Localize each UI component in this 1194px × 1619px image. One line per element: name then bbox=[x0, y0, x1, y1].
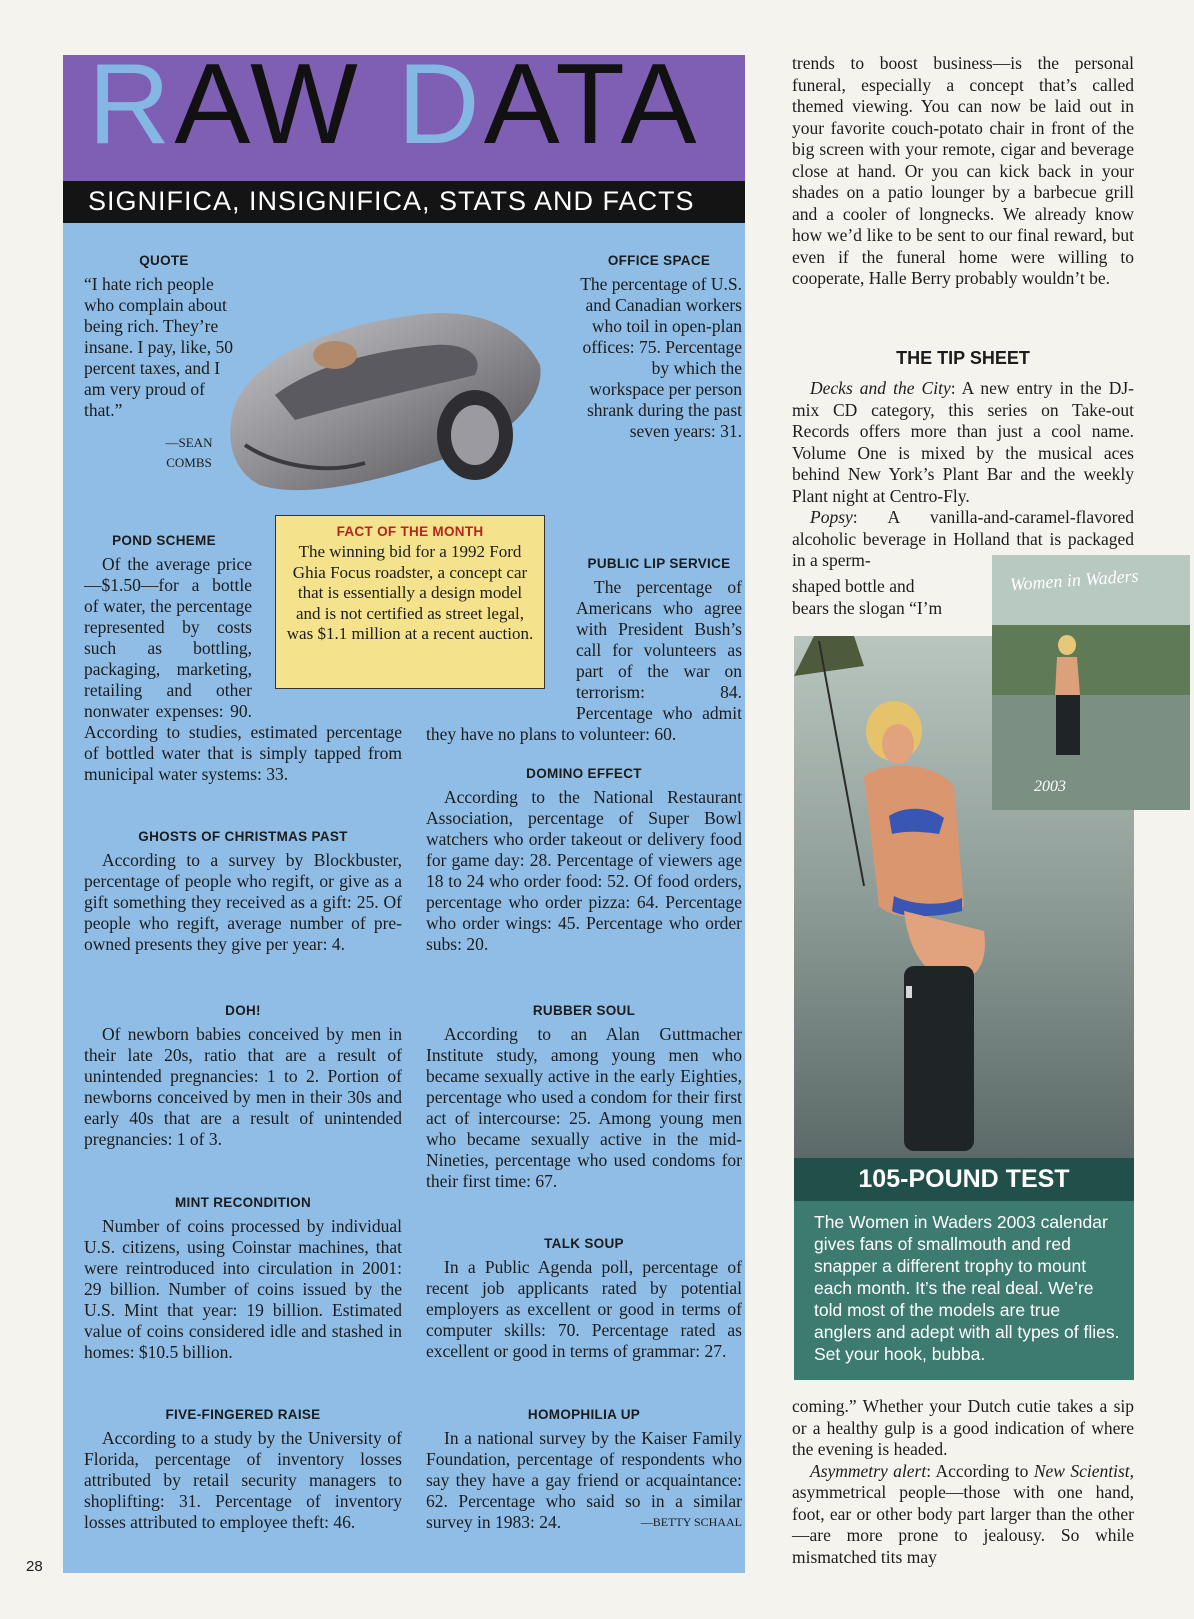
doh-text: Of newborn babies conceived by men in their late 20s, ratio that are a result of unintended pregnancies: 1 to 2. Portion of newborns conceived by men in their 30s and early 40s that are a result of unintended pregnancies: 1 of 3. bbox=[84, 1024, 402, 1149]
pond-scheme-section bbox=[84, 530, 402, 785]
decks-title: Decks and the City bbox=[810, 378, 951, 398]
domino-text: According to the National Restaurant Association, percentage of Super Bowl watchers who order takeout or delivery food for game day: 28. Percentage of viewers age 18 to 24 who order food: 52. Of food orders, percentage who order pizza: 64. Percentage who order wings: 45. Percentage who order subs: 20. bbox=[426, 787, 742, 954]
right-column-continuation bbox=[792, 1396, 1134, 1568]
asymmetry-publication: New Scientist bbox=[1033, 1460, 1130, 1481]
asymmetry-title: Asymmetry alert bbox=[810, 1460, 927, 1481]
decks-item bbox=[792, 378, 1134, 507]
photo-caption-text: The Women in Waders 2003 calendar gives fans of smallmouth and red snapper a different trophy to mount each month. It’s the real deal. We’re told most of the models are true anglers and adept with all types of flies. Set your hook, bubba. bbox=[794, 1201, 1134, 1380]
rubber-text: According to an Alan Guttmacher Institute study, among young men who became sexually active in the early Eighties, percentage who used a condom for their first act of intercourse: 25. Among young men who became sexually active in the mid-Nineties, percentage who used condoms for their first time: 67. bbox=[426, 1024, 742, 1191]
tip-sheet-section bbox=[792, 378, 1134, 572]
quote-heading: QUOTE bbox=[139, 253, 189, 268]
tip-sheet-heading: THE TIP SHEET bbox=[896, 348, 1030, 368]
quote-attribution-first: —SEAN bbox=[165, 435, 213, 450]
funeral-text: trends to boost business—is the personal funeral, especially a concept that’s called themed viewing. You can now be laid out in your favorite couch-potato chair in front of the big screen with your remote, cigar and beverage close at hand. Or you can kick back in your shades on a patio lounger by a barbecue grill and a cooler of longnecks. We already know how we’d like to be sent to our final reward, but even if the funeral home were willing to cooperate, Halle Berry probably wouldn’t be. bbox=[792, 53, 1134, 288]
calendar-title: Women in Waders bbox=[1009, 565, 1140, 595]
pond-text: Of the average price—$1.50—for a bottle of water, the percentage represented by costs such as bottling, packaging, marketing, retailing and other nonwater expenses: 90. According to studies, estimated percentage of bottled water that is simply tapped from municipal water systems: 33. bbox=[84, 554, 402, 784]
domino-effect-section bbox=[426, 763, 742, 955]
mint-text: Number of coins processed by individual U.S. citizens, using Coinstar machines, that were reintroduced into circulation in 2001: 29 billion. Number of coins issued by the U.S. Mint that year: 19 billion. Estimated value of coins considered idle and stashed in homes: $10.5 billion. bbox=[84, 1216, 402, 1362]
popsy-continuation: coming.” Whether your Dutch cutie takes a sip or a healthy gulp is a good indication of where the evening is headed. bbox=[792, 1396, 1134, 1459]
page-subtitle: SIGNIFICA, INSIGNIFICA, STATS AND FACTS bbox=[88, 186, 695, 216]
lip-heading: PUBLIC LIP SERVICE bbox=[587, 556, 731, 571]
quote-attribution-last: COMBS bbox=[166, 455, 212, 470]
asymmetry-text: , asymmetrical people—those with one hand, foot, ear or other body part larger than the other—are more prone to jealousy. So while mismatched tits may bbox=[792, 1460, 1134, 1567]
popsy-wrap-text bbox=[792, 576, 982, 619]
homophilia-up-section bbox=[426, 1404, 742, 1533]
fact-heading: FACT OF THE MONTH bbox=[336, 524, 484, 539]
office-space-section bbox=[576, 250, 742, 442]
popsy-text-line-3: bears the slogan “I’m bbox=[792, 597, 943, 618]
five-text: According to a study by the University of Florida, percentage of inventory losses attributed by retail security managers to shoplifting: 31. Percentage of inventory losses attributed to employee theft: 46. bbox=[84, 1428, 402, 1532]
asymmetry-item bbox=[792, 1461, 1134, 1569]
public-lip-service-section bbox=[426, 553, 742, 745]
page-title: RAW DATA bbox=[88, 41, 701, 168]
calendar-year: 2003 bbox=[1034, 778, 1066, 795]
ghosts-heading: GHOSTS OF CHRISTMAS PAST bbox=[138, 829, 348, 844]
ghosts-text: According to a survey by Blockbuster, percentage of people who regift, or give as a gift something they received as a gift: 25. Of people who regift, average number of pre-owned presents they give per year: 4. bbox=[84, 850, 402, 954]
talk-heading: TALK SOUP bbox=[544, 1236, 624, 1251]
doh-section bbox=[84, 1000, 402, 1150]
ghosts-section bbox=[84, 826, 402, 955]
talk-soup-section bbox=[426, 1233, 742, 1362]
popsy-text-line-2: shaped bottle and bbox=[792, 576, 915, 596]
photo-caption-heading: 105-POUND TEST bbox=[794, 1158, 1134, 1201]
domino-heading: DOMINO EFFECT bbox=[526, 766, 642, 781]
decks-text: : A new entry in the DJ-mix CD category, this series on Take-out Records offers more than just a cool name. Volume One is mixed by the musical aces behind New York’s Plant Bar and the weekly Plant night at Centro-Fly. bbox=[792, 378, 1135, 506]
popsy-title: Popsy bbox=[810, 507, 853, 527]
five-fingered-raise-section bbox=[84, 1404, 402, 1533]
homo-heading: HOMOPHILIA UP bbox=[527, 1407, 641, 1422]
rubber-soul-section bbox=[426, 1000, 742, 1192]
right-column-intro bbox=[792, 53, 1134, 290]
doh-heading: DOH! bbox=[225, 1003, 261, 1018]
lip-text: The percentage of Americans who agree with President Bush’s call for volunteers as part of the war on terrorism: 84. Percentage who admit they have no plans to volunteer: 60. bbox=[426, 577, 742, 744]
talk-text: In a Public Agenda poll, percentage of recent job applicants rated by potential employers as excellent or good in terms of computer skills: 70. Percentage rated as excellent or good in terms of grammar: 27. bbox=[426, 1257, 742, 1361]
mint-heading: MINT RECONDITION bbox=[174, 1195, 312, 1210]
popsy-text: : A vanilla-and-caramel-flavored alcoholic beverage in Holland that is packaged in a sperm- bbox=[792, 507, 1134, 570]
mint-recondition-section bbox=[84, 1192, 402, 1363]
asymmetry-pre: : According to bbox=[926, 1460, 1034, 1481]
office-text: The percentage of U.S. and Canadian workers who toil in open-plan offices: 75. Percentage by which the workspace per person shrank during the past seven years: 31. bbox=[580, 274, 742, 441]
fact-text: The winning bid for a 1992 Ford Ghia Focus roadster, a concept car that is essentially a design model and is not certified as street legal, was $1.1 million at a recent auction. bbox=[286, 542, 534, 643]
car-image bbox=[215, 285, 550, 515]
pond-heading: POND SCHEME bbox=[112, 533, 216, 548]
office-heading: OFFICE SPACE bbox=[607, 253, 711, 268]
quote-section bbox=[84, 250, 244, 473]
quote-text: “I hate rich people who complain about being rich. They’re insane. I pay, like, 50 percent taxes, and I am very proud of that.” bbox=[84, 274, 234, 420]
five-heading: FIVE-FINGERED RAISE bbox=[165, 1407, 321, 1422]
page-number: 28 bbox=[26, 1558, 43, 1575]
byline: —BETTY SCHAAL bbox=[640, 1515, 742, 1529]
rubber-heading: RUBBER SOUL bbox=[532, 1003, 636, 1018]
homo-text: In a national survey by the Kaiser Family Foundation, percentage of respondents who say they have a gay friend or acquaintance: 62. Percentage who said so in a similar survey in 1983: 24. bbox=[426, 1428, 742, 1532]
